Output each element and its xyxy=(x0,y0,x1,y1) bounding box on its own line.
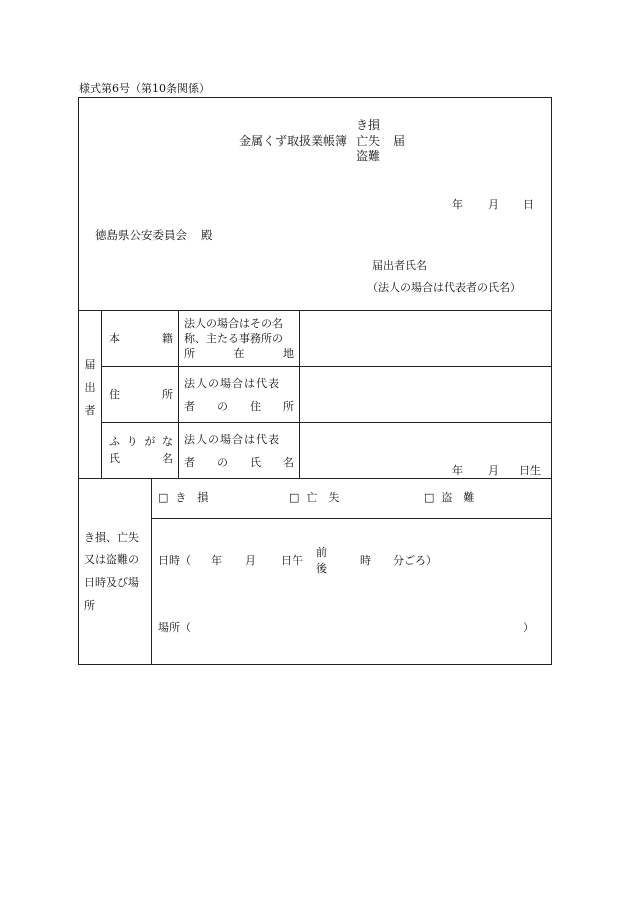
address-note-line-2: 者 の 住 所 xyxy=(184,400,294,413)
header-box xyxy=(78,97,552,311)
birth-year-label[interactable]: 年 xyxy=(452,464,463,477)
submitter-name-note: （法人の場合は代表者の氏名） xyxy=(367,281,521,294)
date-month-label[interactable]: 月 xyxy=(488,198,499,211)
incident-label-line-4: 所 xyxy=(84,599,95,612)
checkbox-kison-label: き 損 xyxy=(175,491,209,504)
form-title: 金属くず取扱業帳簿 xyxy=(239,134,348,148)
incident-label-line-2: 又は盗難の xyxy=(84,553,139,566)
honseki-note-line-3: 所 在 地 xyxy=(184,347,294,360)
checkbox-tonan-box[interactable]: □ xyxy=(424,491,435,504)
date-year-label[interactable]: 年 xyxy=(452,198,463,211)
title-suffix: 届 xyxy=(393,134,406,148)
submitter-section-char-3: 者 xyxy=(84,404,96,417)
addressee: 徳島県公安委員会 xyxy=(95,228,187,242)
address-note-line-1: 法人の場合は代表 xyxy=(184,377,280,390)
datetime-day-am[interactable]: 日午 xyxy=(281,554,303,567)
checkbox-boshitsu-box[interactable]: □ xyxy=(289,491,300,504)
datetime-month[interactable]: 月 xyxy=(245,554,256,567)
honseki-input-cell[interactable] xyxy=(300,311,551,366)
honseki-note-line-1: 法人の場合はその名 xyxy=(184,317,283,330)
checkbox-tonan[interactable] xyxy=(424,492,474,503)
date-day-label[interactable]: 日 xyxy=(523,198,534,211)
checkbox-boshitsu-label: 亡 失 xyxy=(306,491,340,504)
furigana-label: ふ り が な xyxy=(109,435,173,448)
address-input-cell[interactable] xyxy=(300,367,551,422)
datetime-label: 日時（ xyxy=(158,554,191,567)
address-label: 住 所 xyxy=(109,388,173,401)
name-note-line-1: 法人の場合は代表 xyxy=(184,433,280,446)
incident-label-line-3: 日時及び場 xyxy=(84,576,139,589)
name-input-cell[interactable] xyxy=(300,423,551,461)
name-label: 氏 名 xyxy=(109,452,173,465)
submitter-section-char-1: 届 xyxy=(84,358,96,371)
datetime-ampm-before[interactable]: 前 xyxy=(316,546,327,559)
place-label: 場所（ xyxy=(158,621,191,634)
birth-day-label[interactable]: 日生 xyxy=(519,464,541,477)
checkbox-tonan-label: 盗 難 xyxy=(441,491,475,504)
checkbox-boshitsu[interactable] xyxy=(289,492,339,503)
checkbox-kison-box[interactable]: □ xyxy=(158,491,169,504)
name-note-line-2: 者 の 氏 名 xyxy=(184,456,294,469)
submitter-name-label[interactable]: 届出者氏名 xyxy=(372,259,427,272)
datetime-minute-end[interactable]: 分ごろ） xyxy=(393,554,437,567)
incident-col-divider xyxy=(151,478,152,665)
honseki-label: 本 籍 xyxy=(109,332,173,345)
datetime-year[interactable]: 年 xyxy=(211,554,222,567)
submitter-section-label xyxy=(84,359,96,428)
datetime-ampm-after[interactable]: 後 xyxy=(316,562,327,575)
place-end: ） xyxy=(523,621,534,634)
addressee-honorific: 殿 xyxy=(201,228,213,242)
submitter-col-divider-1 xyxy=(101,310,102,479)
title-option-tonan: 盗難 xyxy=(356,149,381,163)
checkbox-kison[interactable] xyxy=(158,492,208,503)
birth-month-label[interactable]: 月 xyxy=(488,464,499,477)
honseki-note-line-2: 称、主たる事務所の xyxy=(184,332,283,345)
title-option-kison: き損 xyxy=(356,118,381,132)
place-input[interactable] xyxy=(190,616,520,638)
incident-row-divider xyxy=(151,518,552,519)
title-option-boshitsu: 亡失 xyxy=(356,134,381,148)
incident-label-line-1: き損、亡失 xyxy=(84,531,139,544)
submitter-col-divider-2 xyxy=(178,310,179,479)
form-id: 様式第6号（第10条関係） xyxy=(79,82,210,95)
submitter-section-char-2: 出 xyxy=(84,381,96,394)
datetime-hour[interactable]: 時 xyxy=(360,554,371,567)
